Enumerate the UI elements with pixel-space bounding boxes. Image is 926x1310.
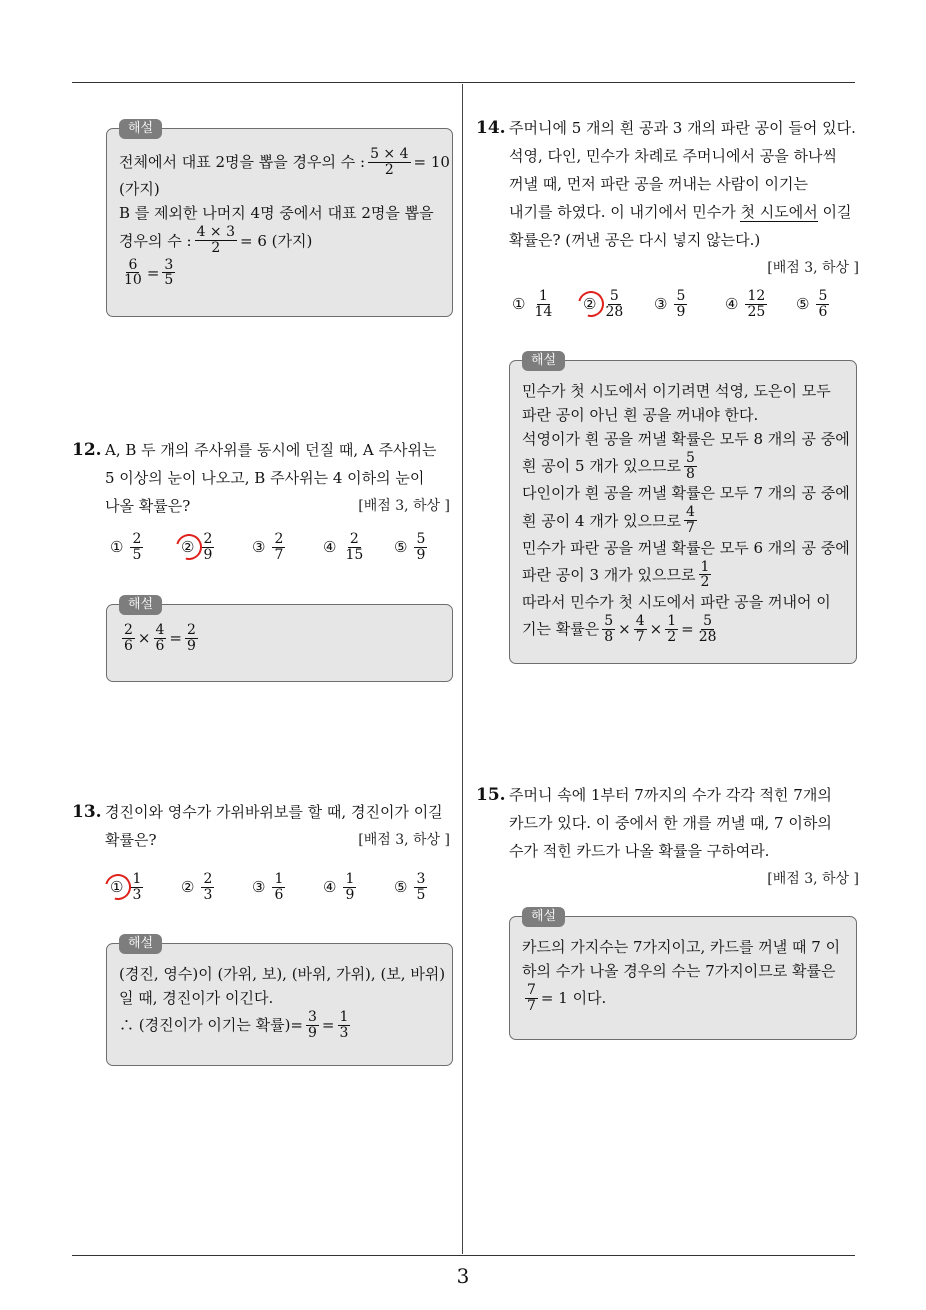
choice-2[interactable]: ② $\frac{2}{3}$ xyxy=(181,871,213,903)
choice-4[interactable]: ④ $\frac{2}{15}$ xyxy=(323,531,364,563)
solution-label: 해설 xyxy=(522,907,565,927)
choice-2[interactable]: ② $\frac{5}{28}$ xyxy=(583,289,654,319)
choice-1[interactable]: ① $\frac{1}{14}$ xyxy=(512,288,553,320)
sol15-line1: 카드의 가지수는 7가지이고, 카드를 꺼낼 때 7 이 xyxy=(522,938,841,956)
sol12-line: $\frac{2}{6}$ × $\frac{4}{6}$ = $\frac{2}{9}$ xyxy=(124,622,196,654)
underlined-text: 첫 시도에서 xyxy=(740,203,818,221)
sol11-line2: (가지) xyxy=(119,180,160,199)
sol13-line3: ∴ (경진이가 이기는 확률)= $\frac{3}{9}$ = $\frac{1}{3}$ xyxy=(119,1009,349,1041)
score-label: [배점 3, 하상 ] xyxy=(767,260,859,276)
sol14-line: 흰 공이 5 개가 있으므로 $\frac{5}{8}$ xyxy=(522,450,695,482)
sol15-line3: $\frac{7}{7}$ = 1 이다. xyxy=(527,982,607,1014)
fraction: $\frac{5 \times 4}{2}$ xyxy=(370,146,409,178)
sol11-line5: $\frac{6}{10}$ = $\frac{3}{5}$ xyxy=(124,256,174,289)
sol11-line4: 경우의 수 : $\frac{4 \times 3}{2}$ = 6 (가지) xyxy=(119,224,313,257)
sol13-line1: (경진, 영수)이 (가위, 보), (바위, 가위), (보, 바위) xyxy=(119,965,446,983)
question-number: 13. xyxy=(72,802,102,822)
question-line: 석영, 다인, 민수가 차례로 주머니에서 공을 하나씩 xyxy=(509,147,837,165)
choice-2[interactable]: ② $\frac{2}{9}$ xyxy=(181,532,252,562)
page-number: 3 xyxy=(456,1264,470,1288)
sol14-line: 민수가 파란 공을 꺼낼 확률은 모두 6 개의 공 중에 xyxy=(522,538,850,557)
solution-label: 해설 xyxy=(522,351,565,371)
column-divider xyxy=(462,84,463,1254)
question-12 xyxy=(72,436,450,520)
solution-box-12 xyxy=(106,597,453,682)
question-number: 14. xyxy=(476,118,506,138)
choice-5[interactable]: ⑤ $\frac{3}{5}$ xyxy=(394,871,426,903)
sol13-line2: 일 때, 경진이가 이긴다. xyxy=(119,989,274,1007)
choice-3[interactable]: ③ $\frac{5}{9}$ xyxy=(654,288,686,320)
solution-box-13 xyxy=(106,936,453,1066)
sol11-line3: B 를 제외한 나머지 4명 중에서 대표 2명을 뽑을 xyxy=(119,204,434,223)
question-number: 15. xyxy=(476,785,506,805)
sol14-line: 기는 확률은 $\frac{5}{8}$ × $\frac{4}{7}$ × $\frac{1}{2}$ = $\frac{5}{28}$ xyxy=(522,613,717,645)
question-line: 확률은? xyxy=(105,831,157,849)
question-line: 주머니 속에 1부터 7까지의 수가 각각 적힌 7개의 xyxy=(509,786,832,804)
question-line: 5 이상의 눈이 나오고, B 주사위는 4 이하의 눈이 xyxy=(105,469,425,487)
question-line: A, B 두 개의 주사위를 동시에 던질 때, A 주사위는 xyxy=(105,441,437,459)
solution-box-11 xyxy=(106,121,453,317)
solution-label: 해설 xyxy=(119,934,162,954)
choice-1[interactable]: ① $\frac{2}{5}$ xyxy=(110,531,142,563)
question-line: 수가 적힌 카드가 나올 확률을 구하여라. xyxy=(509,842,770,860)
score-label: [배점 3, 하상 ] xyxy=(767,871,859,887)
choices-12 xyxy=(110,532,465,562)
question-line: 카드가 있다. 이 중에서 한 개를 꺼낼 때, 7 이하의 xyxy=(509,814,832,832)
choice-5[interactable]: ⑤ $\frac{5}{9}$ xyxy=(394,531,426,563)
question-13 xyxy=(72,798,450,854)
question-14 xyxy=(476,114,859,282)
score-label: [배점 3, 하상 ] xyxy=(358,498,450,514)
choice-4[interactable]: ④ $\frac{1}{9}$ xyxy=(323,871,355,903)
sol14-line: 민수가 첫 시도에서 이기려면 석영, 도은이 모두 xyxy=(522,382,831,400)
question-line: 경진이와 영수가 가위바위보를 할 때, 경진이가 이길 xyxy=(105,803,443,821)
sol15-line2: 하의 수가 나올 경우의 수는 7가지이므로 확률은 xyxy=(522,962,836,980)
sol14-line: 파란 공이 3 개가 있으므로 $\frac{1}{2}$ xyxy=(522,558,710,591)
sol11-line1: 전체에서 대표 2명을 뽑을 경우의 수 : $\frac{5 \times 4}{2}$ = 10 xyxy=(119,146,450,178)
question-line: 나올 확률은? xyxy=(105,497,191,515)
choices-13 xyxy=(110,872,465,902)
solution-label: 해설 xyxy=(119,595,162,615)
choice-1[interactable]: ① $\frac{1}{3}$ xyxy=(110,872,181,902)
sol14-line: 흰 공이 4 개가 있으므로 $\frac{4}{7}$ xyxy=(522,504,695,537)
choice-4[interactable]: ④ $\frac{12}{25}$ xyxy=(725,288,766,320)
top-rule xyxy=(72,82,855,83)
sol14-line: 석영이가 흰 공을 꺼낼 확률은 모두 8 개의 공 중에 xyxy=(522,430,850,448)
fraction: $\frac{3}{5}$ xyxy=(164,256,174,289)
solution-label: 해설 xyxy=(119,119,162,139)
bottom-rule xyxy=(72,1255,855,1256)
question-number: 12. xyxy=(72,440,102,460)
choice-3[interactable]: ③ $\frac{2}{7}$ xyxy=(252,531,284,563)
choices-14 xyxy=(512,289,867,319)
question-line: 확률은? (꺼낸 공은 다시 넣지 않는다.) xyxy=(509,231,761,249)
score-label: [배점 3, 하상 ] xyxy=(358,832,450,848)
solution-box-14 xyxy=(509,353,857,664)
sol14-line: 다인이가 흰 공을 꺼낼 확률은 모두 7 개의 공 중에 xyxy=(522,484,850,503)
sol14-line: 파란 공이 아닌 흰 공을 꺼내야 한다. xyxy=(522,406,759,424)
fraction: $\frac{4 \times 3}{2}$ xyxy=(196,224,236,257)
choice-5[interactable]: ⑤ $\frac{5}{6}$ xyxy=(796,288,828,320)
question-line: 주머니에 5 개의 흰 공과 3 개의 파란 공이 들어 있다. xyxy=(509,119,856,137)
question-15 xyxy=(476,781,859,893)
choice-3[interactable]: ③ $\frac{1}{6}$ xyxy=(252,871,284,903)
fraction: $\frac{6}{10}$ xyxy=(124,256,142,289)
question-line: 내기를 하였다. 이 내기에서 민수가 첫 시도에서 이길 xyxy=(509,203,852,221)
question-line: 꺼낼 때, 먼저 파란 공을 꺼내는 사람이 이기는 xyxy=(509,175,808,193)
solution-box-15 xyxy=(509,909,857,1040)
sol14-line: 따라서 민수가 첫 시도에서 파란 공을 꺼내어 이 xyxy=(522,593,831,612)
